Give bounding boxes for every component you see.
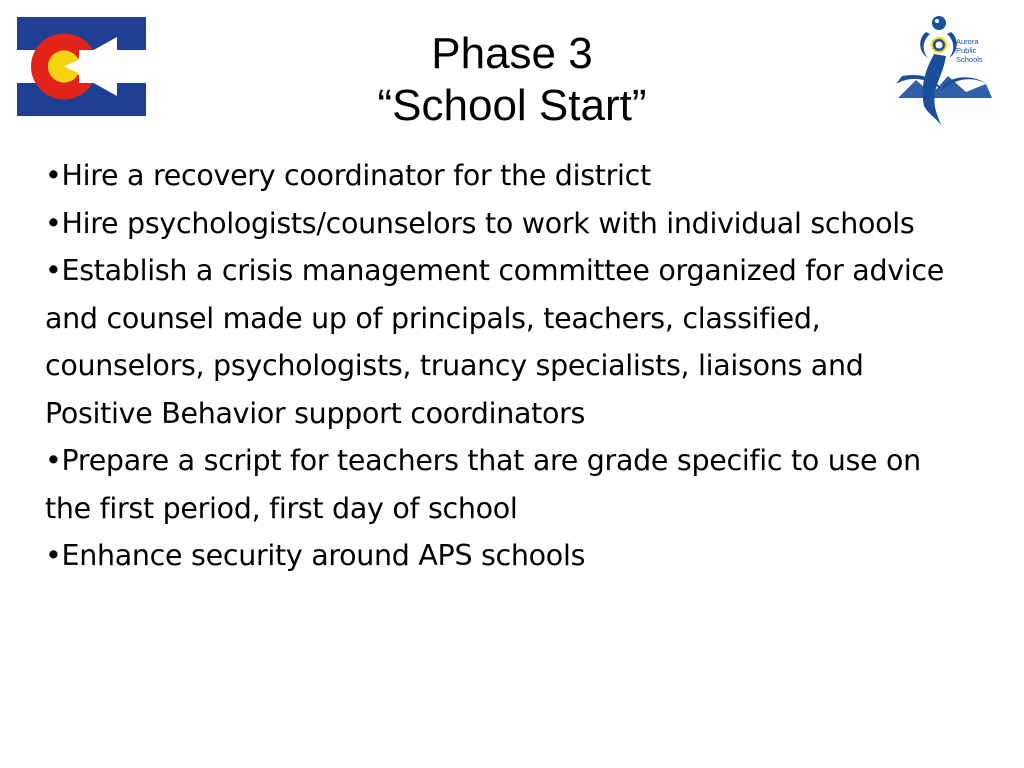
colorado-flag-icon: [17, 17, 146, 116]
bullet-text: Hire psychologists/counselors to work with individual schools: [61, 206, 915, 240]
bullet-marker: •: [45, 254, 62, 287]
logo-text-aurora: Aurora: [956, 37, 979, 46]
title-line-2: “School Start”: [377, 81, 647, 130]
bullet-item: [45, 152, 975, 200]
bullet-text: Prepare a script for teachers that are grade specific to use on the first period, first day of school: [45, 444, 921, 525]
bullet-marker: •: [45, 539, 62, 572]
bullet-text: Establish a crisis management committee organized for advice and counsel made up of principals, teachers, classified, counselors, psychologists, truancy specialists, liaisons and Positive Behavior support coordinators: [45, 254, 945, 430]
bullet-text: Enhance security around APS schools: [61, 539, 586, 572]
bullet-text: Hire a recovery coordinator for the district: [61, 159, 651, 192]
logo-text-public: Public: [956, 46, 977, 55]
bullet-item: [45, 247, 975, 437]
logo-text-schools: Schools: [956, 55, 983, 64]
bullet-item: [45, 437, 975, 532]
bullet-item: [45, 532, 975, 580]
bullet-marker: •: [45, 159, 62, 192]
page-title: [180, 28, 844, 132]
bullet-marker: •: [45, 206, 62, 240]
bullet-marker: •: [45, 444, 62, 477]
aurora-public-schools-logo: [896, 14, 992, 130]
title-line-1: Phase 3: [431, 29, 593, 78]
bullet-list: [45, 152, 975, 580]
bullet-item: [45, 200, 975, 248]
